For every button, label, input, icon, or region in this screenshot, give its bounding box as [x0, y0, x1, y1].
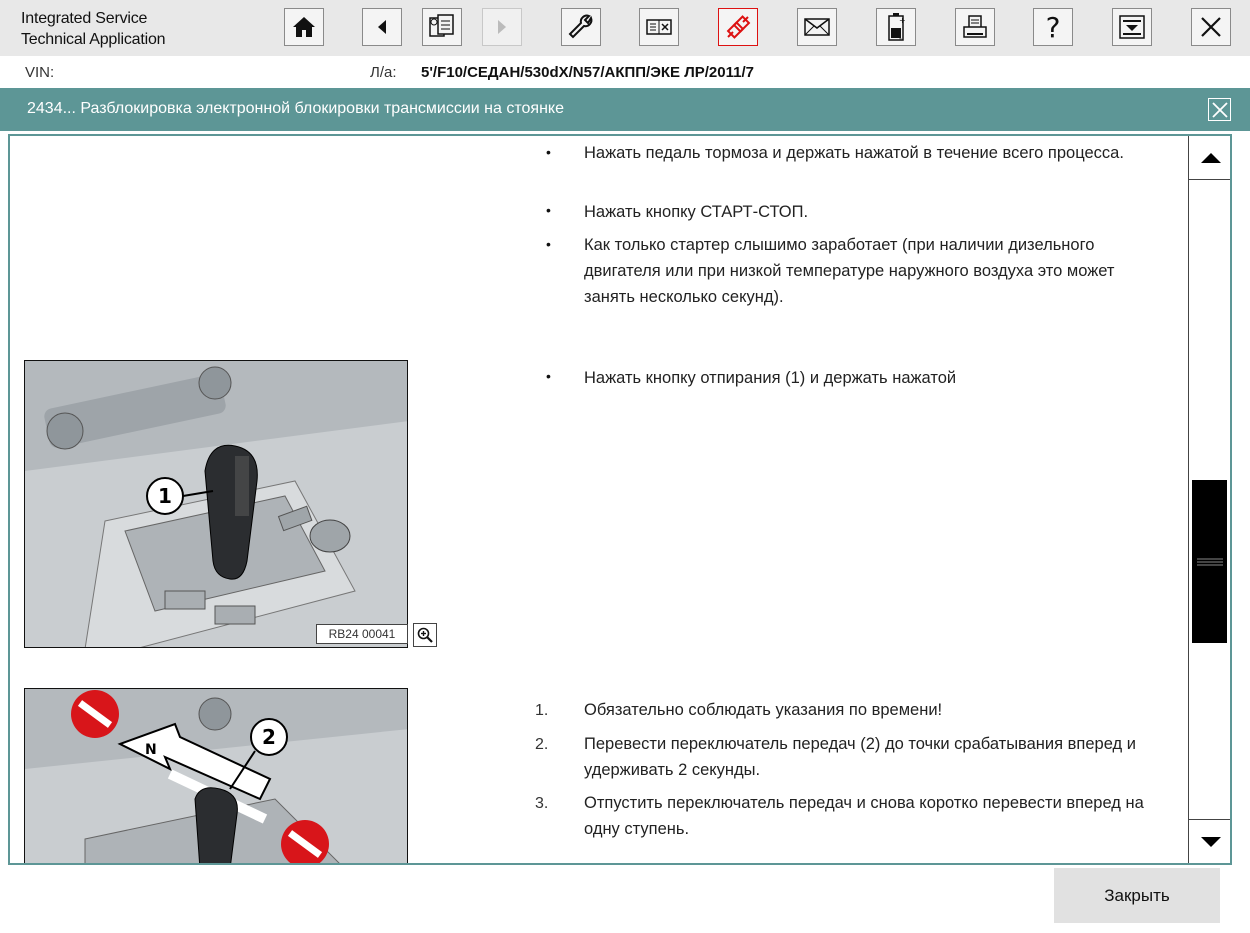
document-frame — [8, 134, 1232, 865]
menu-button[interactable] — [1112, 8, 1152, 46]
home-button[interactable] — [284, 8, 324, 46]
step-number: 2. — [535, 736, 549, 753]
wrench-icon — [567, 13, 595, 41]
svg-text:?: ? — [1045, 12, 1061, 42]
documents-button[interactable] — [422, 8, 462, 46]
step-text: Перевести переключатель передач (2) до точки срабатывания вперед и удерживать 2 секунды. — [584, 735, 1136, 779]
bullet-marker: • — [546, 368, 551, 384]
service-functions-button[interactable] — [561, 8, 601, 46]
connection-icon — [723, 12, 753, 42]
back-icon — [375, 18, 389, 36]
battery-icon — [884, 11, 908, 43]
illustration-unlock-button — [24, 360, 408, 648]
app-title-line1: Integrated Service — [21, 10, 148, 27]
illustration-shift-forward — [24, 688, 408, 863]
close-button[interactable]: Закрыть — [1054, 868, 1220, 923]
documents-icon — [427, 12, 457, 42]
document-close-button[interactable] — [1208, 98, 1231, 121]
bullet-marker: • — [546, 144, 551, 160]
svg-text:+: + — [899, 16, 906, 25]
home-icon — [291, 15, 317, 39]
scroll-down-button[interactable] — [1189, 819, 1232, 863]
print-icon — [961, 13, 989, 41]
scroll-up-button[interactable] — [1189, 136, 1232, 180]
top-toolbar — [0, 0, 1250, 56]
shift-forward-illustration — [25, 689, 408, 863]
document-title-bar — [0, 88, 1250, 131]
step-text: Отпустить переключатель передач и снова коротко перевести вперед на одну ступень. — [584, 794, 1144, 838]
app-title-line2: Technical Application — [21, 31, 166, 48]
gear-selector-illustration — [25, 361, 408, 648]
vehicle-connection-button[interactable] — [718, 8, 758, 46]
forward-button[interactable] — [482, 8, 522, 46]
document-content — [10, 136, 1188, 863]
dropdown-menu-icon — [1118, 14, 1146, 40]
callout-1: 1 — [158, 484, 172, 508]
messages-button[interactable] — [797, 8, 837, 46]
triangle-down-icon — [1200, 836, 1222, 848]
grip-icon — [1197, 558, 1223, 566]
bullet-text: Нажать кнопку отпирания (1) и держать нажатой — [584, 369, 957, 387]
bullet-text: Как только стартер слышимо заработает (при наличии дизельного двигателя или при низкой температуре наружного воздуха это может занять несколько секунд). — [584, 236, 1115, 306]
vehicle-info-row — [0, 56, 1250, 88]
step-text: Обязательно соблюдать указания по времени! — [584, 701, 943, 719]
document-title: 2434... Разблокировка электронной блокировки трансмиссии на стоянке — [27, 100, 564, 117]
close-icon — [1199, 15, 1223, 39]
exit-button[interactable] — [1191, 8, 1231, 46]
model-value: 5'/F10/СЕДАН/530dX/N57/АКПП/ЭКЕ ЛР/2011/7 — [421, 64, 754, 81]
mail-icon — [803, 16, 831, 38]
bullet-marker: • — [546, 202, 551, 218]
svg-text:N: N — [145, 742, 157, 758]
step-number: 3. — [535, 795, 549, 812]
triangle-up-icon — [1200, 152, 1222, 164]
model-label: Л/а: — [370, 64, 397, 81]
vin-label: VIN: — [25, 64, 55, 81]
help-icon — [1042, 12, 1064, 42]
zoom-figure-button[interactable] — [413, 623, 437, 647]
app-title — [21, 8, 165, 50]
battery-button[interactable] — [876, 8, 916, 46]
step-number: 1. — [535, 702, 549, 719]
vertical-scrollbar[interactable] — [1188, 136, 1232, 863]
bullet-text: Нажать кнопку СТАРТ-СТОП. — [584, 203, 809, 221]
close-icon — [1211, 101, 1229, 119]
print-button[interactable] — [955, 8, 995, 46]
callout-2: 2 — [262, 725, 276, 749]
figure-label: RB24 00041 — [316, 624, 408, 644]
zoom-in-icon — [416, 626, 434, 644]
forward-icon — [495, 18, 509, 36]
compare-icon — [645, 17, 673, 37]
bullet-text: Нажать педаль тормоза и держать нажатой в течение всего процесса. — [584, 144, 1124, 162]
bullet-marker: • — [546, 236, 551, 252]
scroll-thumb[interactable] — [1192, 480, 1227, 643]
svg-text:-: - — [899, 34, 902, 43]
back-button[interactable] — [362, 8, 402, 46]
help-button[interactable] — [1033, 8, 1073, 46]
compare-button[interactable] — [639, 8, 679, 46]
